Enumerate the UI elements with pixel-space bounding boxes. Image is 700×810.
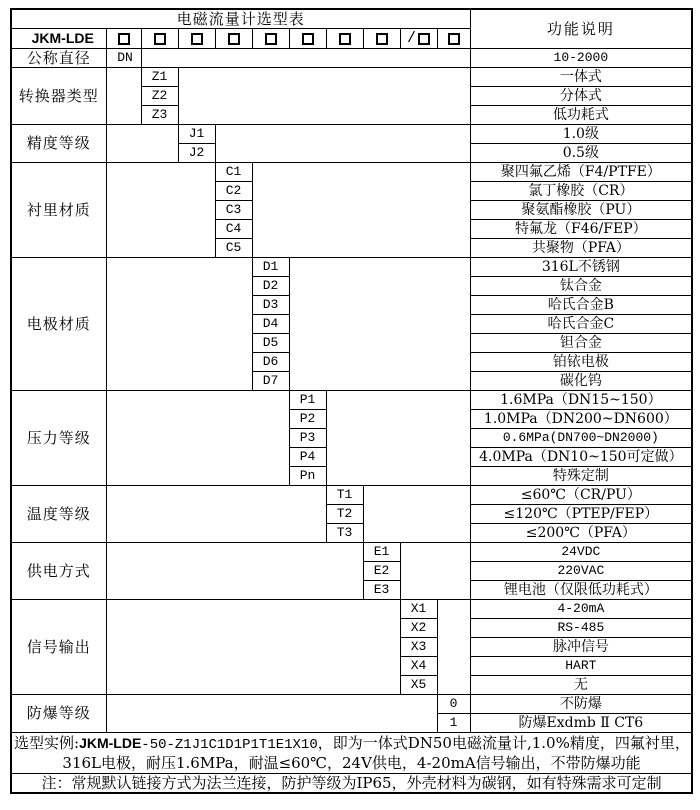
gap-cell <box>106 694 437 732</box>
category-label: 信号输出 <box>11 599 106 694</box>
code-checkbox <box>154 33 166 45</box>
value-cell: 哈氏合金B <box>470 295 692 314</box>
code-cell: D5 <box>252 333 289 352</box>
value-cell: 聚氨酯橡胶（PU） <box>470 200 692 219</box>
code-cell: C3 <box>215 200 252 219</box>
code-cell: DN <box>106 48 141 67</box>
model-code-box-cell <box>289 29 326 49</box>
category-label: 防爆等级 <box>11 694 106 732</box>
code-cell: Pn <box>289 466 326 485</box>
value-cell: 低功耗式 <box>470 105 692 124</box>
code-cell: C1 <box>215 162 252 181</box>
code-cell: D3 <box>252 295 289 314</box>
example-model: JKM-LDE <box>79 734 142 751</box>
category-label: 电极材质 <box>11 257 106 390</box>
model-code-box-cell <box>400 29 437 49</box>
code-cell: X5 <box>400 675 437 694</box>
category-label: 压力等级 <box>11 390 106 485</box>
function-column-header: 功能说明 <box>470 9 692 48</box>
value-cell: 分体式 <box>470 86 692 105</box>
gap-cell <box>289 257 470 390</box>
gap-cell <box>326 390 470 485</box>
code-cell: P4 <box>289 447 326 466</box>
code-checkbox <box>418 33 430 45</box>
value-cell: 无 <box>470 675 692 694</box>
value-cell: 4.0MPa（DN10~150可定做） <box>470 447 692 466</box>
model-code-box-cell <box>178 29 215 49</box>
nominal-diameter-row <box>11 48 692 67</box>
section-row <box>11 694 692 713</box>
example-description: ，即为一体式DN50电磁流量计,1.0%精度，四氟衬里， <box>317 733 690 752</box>
section-row <box>11 599 692 618</box>
model-code-box-cell <box>437 29 470 49</box>
value-cell: RS-485 <box>470 618 692 637</box>
code-cell: E2 <box>363 561 400 580</box>
gap-cell <box>106 599 400 694</box>
value-cell: 碳化钨 <box>470 371 692 390</box>
code-cell: C4 <box>215 219 252 238</box>
gap-cell <box>363 485 470 542</box>
code-checkbox <box>265 33 277 45</box>
code-cell: C2 <box>215 181 252 200</box>
model-code-box-cell <box>252 29 289 49</box>
value-cell: 锂电池（仅限低功耗式） <box>470 580 692 599</box>
gap-cell <box>106 67 141 124</box>
value-cell: 特氟龙（F46/FEP） <box>470 219 692 238</box>
value-cell: 316L不锈钢 <box>470 257 692 276</box>
section-row <box>11 162 692 181</box>
gap-cell <box>178 67 470 124</box>
value-cell: HART <box>470 656 692 675</box>
section-row <box>11 485 692 504</box>
code-cell: J1 <box>178 124 215 143</box>
code-cell: D2 <box>252 276 289 295</box>
slash-separator: / <box>406 29 416 47</box>
code-cell: X1 <box>400 599 437 618</box>
code-cell: T1 <box>326 485 363 504</box>
section-row <box>11 67 692 86</box>
code-cell: X2 <box>400 618 437 637</box>
section-row <box>11 124 692 143</box>
example-row <box>11 732 692 773</box>
code-cell: D1 <box>252 257 289 276</box>
value-cell: 共聚物（PFA） <box>470 238 692 257</box>
code-cell: T3 <box>326 523 363 542</box>
gap-cell <box>106 485 326 542</box>
gap-cell <box>215 124 470 162</box>
value-cell: 0.5级 <box>470 143 692 162</box>
value-cell: 1.0级 <box>470 124 692 143</box>
code-checkbox <box>191 33 203 45</box>
value-cell: 特殊定制 <box>470 466 692 485</box>
model-code-box-cell <box>326 29 363 49</box>
category-label: 温度等级 <box>11 485 106 542</box>
value-cell: 不防爆 <box>470 694 692 713</box>
gap-cell <box>141 48 470 67</box>
gap-cell <box>106 162 215 257</box>
category-label: 精度等级 <box>11 124 106 162</box>
code-cell: Z3 <box>141 105 178 124</box>
code-cell: Z2 <box>141 86 178 105</box>
value-cell: 防爆Exdmb Ⅱ CT6 <box>470 713 692 732</box>
code-checkbox <box>339 33 351 45</box>
code-cell: P2 <box>289 409 326 428</box>
code-cell: 0 <box>437 694 470 713</box>
gap-cell <box>106 542 363 599</box>
code-cell: P3 <box>289 428 326 447</box>
code-cell: 1 <box>437 713 470 732</box>
value-cell: 1.0MPa（DN200~DN600） <box>470 409 692 428</box>
value-cell: 24VDC <box>470 542 692 561</box>
code-checkbox <box>118 33 130 45</box>
section-row <box>11 542 692 561</box>
value-cell: 聚四氟乙烯（F4/PTFE） <box>470 162 692 181</box>
gap-cell <box>252 162 470 257</box>
value-cell: 220VAC <box>470 561 692 580</box>
category-label: 转换器类型 <box>11 67 106 124</box>
code-cell: E1 <box>363 542 400 561</box>
model-code-box-cell <box>215 29 252 49</box>
gap-cell <box>437 599 470 694</box>
gap-cell <box>106 257 252 390</box>
example-prefix: 选型实例: <box>14 733 80 752</box>
value-cell: ≤60℃（CR/PU） <box>470 485 692 504</box>
gap-cell <box>106 124 178 162</box>
value-cell: ≤200℃（PFA） <box>470 523 692 542</box>
code-checkbox <box>448 33 460 45</box>
section-row <box>11 390 692 409</box>
example-code: -50-Z1J1C1D1P1T1E1X10 <box>141 736 318 753</box>
model-code-box-cell <box>363 29 400 49</box>
value-cell: 1.6MPa（DN15~150） <box>470 390 692 409</box>
example-line1 <box>14 734 689 754</box>
value-cell: 0.6MPa(DN700~DN2000) <box>470 428 692 447</box>
code-cell: D7 <box>252 371 289 390</box>
code-cell: X4 <box>400 656 437 675</box>
code-cell: X3 <box>400 637 437 656</box>
category-label: 供电方式 <box>11 542 106 599</box>
footnote: 注：常规默认链接方式为法兰连接，防护等级为IP65，外壳材料为碳钢，如有特殊需求可定制 <box>11 773 692 793</box>
selection-table <box>10 8 693 794</box>
code-cell: C5 <box>215 238 252 257</box>
code-checkbox <box>376 33 388 45</box>
value-cell: 4-20mA <box>470 599 692 618</box>
model-code-box-cell <box>141 29 178 49</box>
code-cell: D6 <box>252 352 289 371</box>
value-cell: 脉冲信号 <box>470 637 692 656</box>
code-cell: P1 <box>289 390 326 409</box>
code-checkbox <box>302 33 314 45</box>
value-cell: ≤120℃（PTEP/FEP） <box>470 504 692 523</box>
code-cell: J2 <box>178 143 215 162</box>
category-label: 衬里材质 <box>11 162 106 257</box>
code-checkbox <box>228 33 240 45</box>
code-cell: E3 <box>363 580 400 599</box>
value-cell: 氯丁橡胶（CR） <box>470 181 692 200</box>
header-row <box>11 9 692 29</box>
model-prefix-label: JKM-LDE <box>11 29 106 49</box>
example-line2: 316L电极，耐压1.6MPa，耐温≤60℃，24V供电，4-20mA信号输出，不带防爆功能 <box>62 753 641 772</box>
note-row <box>11 773 692 793</box>
code-cell: Z1 <box>141 67 178 86</box>
gap-cell <box>106 390 289 485</box>
value-cell: 一体式 <box>470 67 692 86</box>
model-code-box-cell <box>106 29 141 49</box>
code-cell: T2 <box>326 504 363 523</box>
value-cell: 钛合金 <box>470 276 692 295</box>
value-cell: 铂铱电极 <box>470 352 692 371</box>
value-cell: 10-2000 <box>470 48 692 67</box>
value-cell: 钽合金 <box>470 333 692 352</box>
section-row <box>11 257 692 276</box>
code-cell: D4 <box>252 314 289 333</box>
selection-example <box>11 732 692 773</box>
value-cell: 哈氏合金C <box>470 314 692 333</box>
gap-cell <box>400 542 470 599</box>
category-label: 公称直径 <box>11 48 106 67</box>
table-title: 电磁流量计选型表 <box>11 9 470 29</box>
